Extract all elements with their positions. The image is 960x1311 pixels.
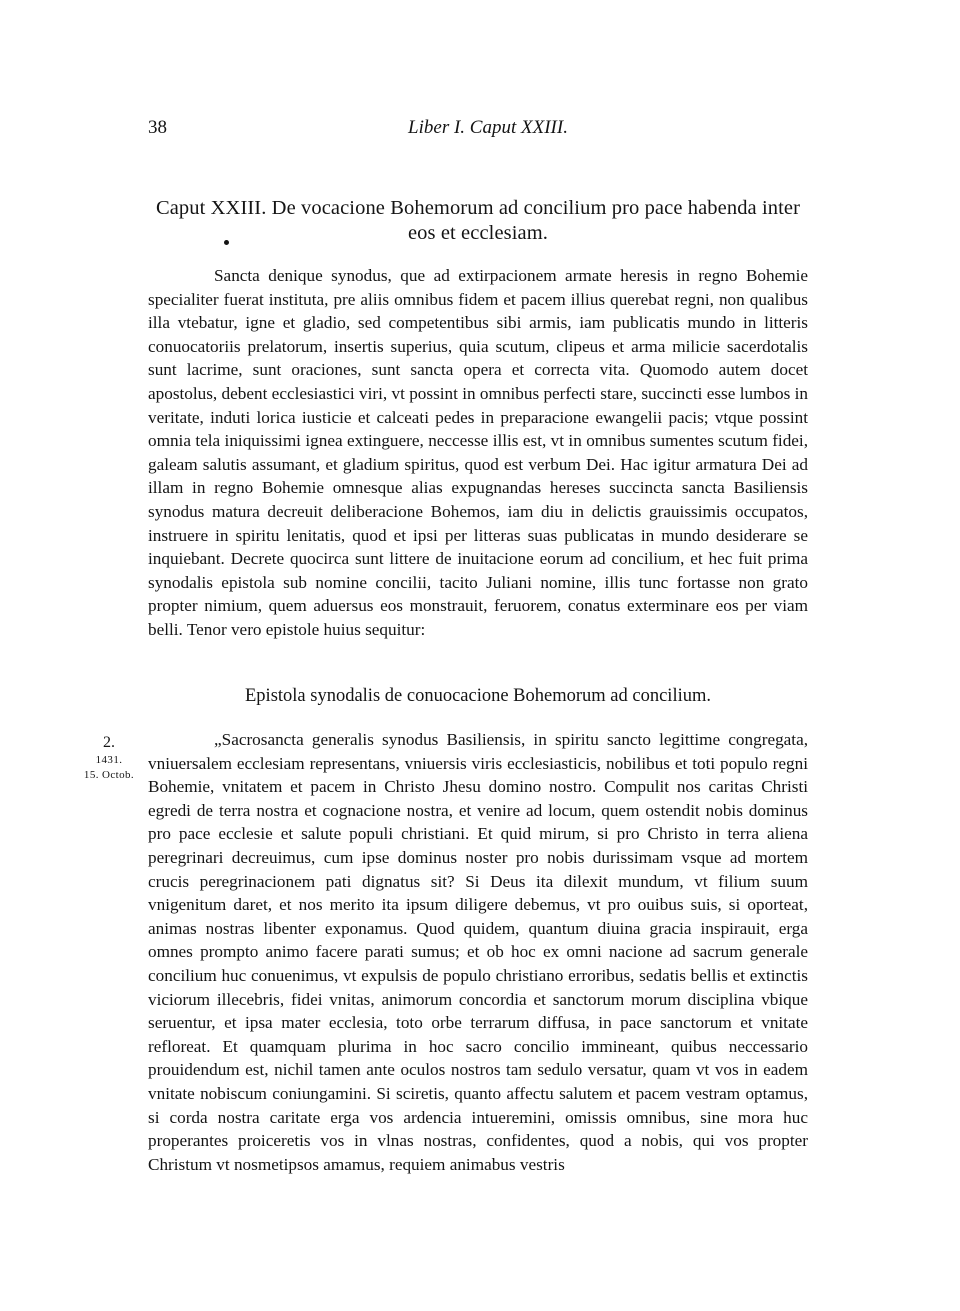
chapter-paragraph-text: Sancta denique synodus, que ad extirpacionem armate heresis in regno Bohemie specialiter fuerat instituta, pre aliis omnibus fidem et pacem illius querebat regni, non qualibus illa vtebatur, igne et gladio, sed competentibus sibi armis, iam publicatis mundo in litteris conuocatoriis prelatorum, insertis superius, quia scutum, clipeus et arma milicie sacerdotalis sunt lacrime, sunt oraciones, sunt sancta opera et correcta vita. Quomodo autem docet apostolus, debent ecclesiastici viri, vt possint in omnibus perfecti stare, succincti esse lumbos in veritate, induti lorica iusticie et calceati pedes in preparacione ewangelii pacis; vtque possint omnia tela iniquissimi ignea extinguere, neccesse illis est, vt in omnibus sumentes scutum fidei, galeam salutis assumant, et gladium spiritus, quod est verbum Dei. Hac igitur armatura Dei ad illam in regno Bohemie omnesque alias expugnandas hereses succincta sancta Basiliensis synodus matura decreuit deliberacione Bohemos, iam diu in delictis grauissimis occupatos, instruere in spiritu lenitatis, quod et ipsi per litteras suas publicatas in mundo desiderare se inquiebant. Decrete quocirca sunt littere de inuitacione eorum ad concilium, et hec fuit prima synodalis epistola sub nomine concilii, tacito Juliani nomine, illis tunc fortasse non grato propter nimium, quem aduersus eos monstrauit, feruorem, conatus exterminare eos per viam belli. Tenor vero epistole huius sequitur: [148, 266, 808, 639]
epistola-paragraph-text: „Sacrosancta generalis synodus Basiliensis, in spiritu sancto legittime congregata, vniuersalem ecclesiam representans, vniuersis viris ecclesiasticis, nobilibus et toti populo regni Bohemie, vnitatem et pacem in Christo Jhesu domino nostro. Compulit nos caritas Christi egredi de terra nostra et cognacione nostra, et venire ad locum, quem ostendit nobis dominus pro pace ecclesie et salute populi christiani. Et quid mirum, si pro Christo in terra aliena peregrinari decreuimus, cum ipse dominus noster pro nobis durissimam vsque ad mortem crucis peregrinacionem pati dignatus sit? Si Deus ita dilexit mundum, vt filium suum vnigenitum daret, et nos merito ita ipsum diligere debemus, vt pro ouibus suis, si oporteat, animas nostras libenter exponamus. Quod quidem, quantum diuina gracia inspirauit, erga omnes prompto animo facere parati sumus; et ob hoc ex omni nacione ad sacrum generale concilium huc conuenimus, vt expulsis de populo christiano erroribus, sedatis bellis et extinctis viciorum illecebris, fidei vnitas, animorum concordia et sanctorum morum disciplina vbique seruentur, et ipsa mater ecclesia, toto orbe terrarum diffusa, in pace sanctorum et vnitate refloreat. Et quamquam plurima in hoc sacro concilio immineant, quibus neccessario prouidendum est, nichil tamen ante oculos nostros tam sedulo versatur, quam vt vos in eadem vnitate nobiscum coniungamini. Si sciretis, quanto affectu salutem et pacem vestram optamus, si corda nostra caritate erga vos ardencia intueremini, omissis omnibus, sine mora huc properantes proiceretis vos in vlnas nostras, confidentes, quod a nobis, qui vos propter Christum vt nosmetipsos amamus, requiem animabus vestris [148, 730, 808, 1174]
margin-note-year: 1431. [95, 754, 123, 766]
chapter-paragraph [148, 264, 808, 642]
page-number: 38 [148, 117, 167, 138]
running-head [148, 117, 808, 147]
ink-speck-mark [224, 240, 229, 245]
chapter-heading: Caput XXIII. De vocacione Bohemorum ad concilium pro pace habenda inter eos et ecclesiam. [155, 197, 801, 244]
running-title: Liber I. Caput XXIII. [408, 117, 568, 138]
margin-note [74, 733, 144, 783]
epistola-heading: Epistola synodalis de conuocacione Bohemorum ad concilium. [245, 686, 711, 706]
margin-note-number: 2. [103, 734, 115, 751]
margin-note-date: 15. Octob. [83, 769, 135, 781]
epistola-paragraph [148, 728, 808, 1176]
